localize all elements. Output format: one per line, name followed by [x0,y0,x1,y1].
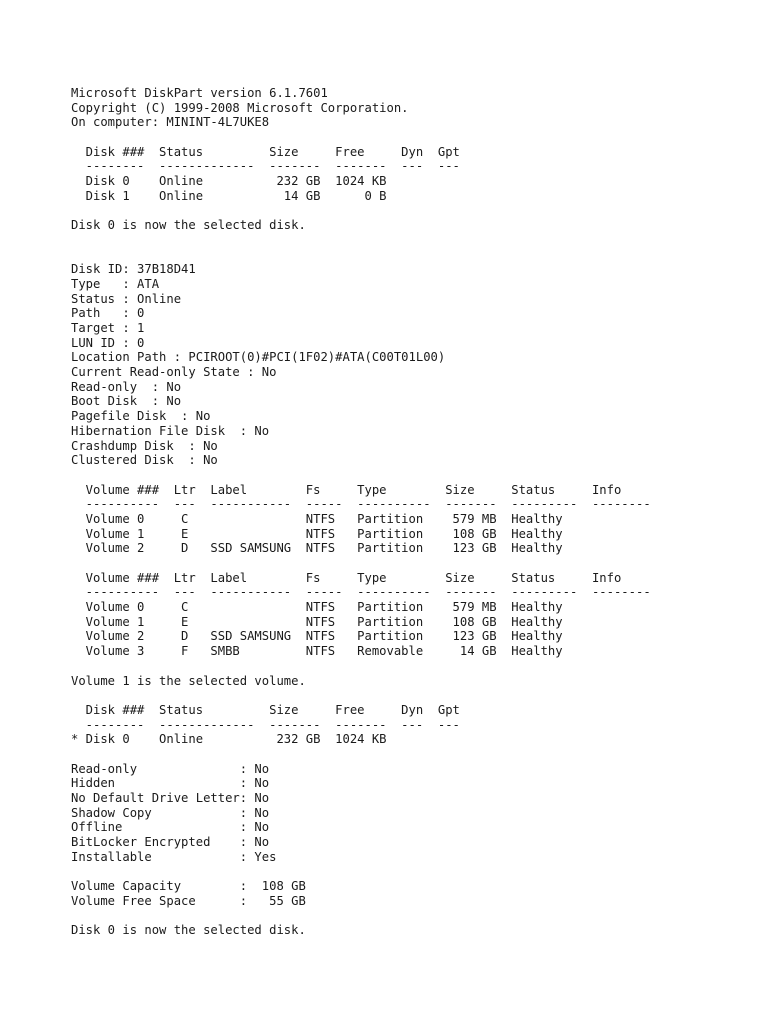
console-line: Read-only : No [71,761,270,776]
console-line: Volume 0 C NTFS Partition 579 MB Healthy [71,511,563,526]
console-line: Volume 1 E NTFS Partition 108 GB Healthy [71,614,563,629]
console-line: Volume 0 C NTFS Partition 579 MB Healthy [71,600,563,615]
console-line: Volume 2 D SSD SAMSUNG NTFS Partition 123 GB Healthy [71,629,563,644]
console-line: Volume 3 F SMBB NTFS Removable 14 GB Healthy [71,644,563,659]
console-line: Disk 1 Online 14 GB 0 B [71,188,387,203]
console-line: -------- ------------- ------- ------- --- --- [71,717,460,732]
console-line: Pagefile Disk : No [71,409,211,424]
console-line: Volume Capacity : 108 GB [71,879,306,894]
console-line: Offline : No [71,820,270,835]
console-line [71,233,651,248]
console-line: Target : 1 [71,321,145,335]
console-line [71,204,651,219]
console-line: No Default Drive Letter: No [71,791,270,805]
console-line: Volume 1 is the selected volume. [71,673,306,688]
console-line: Path : 0 [71,306,145,321]
console-line: Disk 0 is now the selected disk. [71,923,306,938]
console-line: LUN ID : 0 [71,335,145,350]
console-line: Boot Disk : No [71,394,182,409]
console-line: ---------- --- ----------- ----- ---------- ------- --------- -------- [71,585,651,600]
console-line: Location Path : PCIROOT(0)#PCI(1F02)#ATA(C00T01L00) [71,350,446,365]
console-line [71,659,651,674]
console-line: Disk ### Status Size Free Dyn Gpt [71,702,460,717]
console-line [71,747,651,762]
console-line: Volume 1 E NTFS Partition 108 GB Healthy [71,526,563,541]
console-line: Clustered Disk : No [71,453,218,468]
console-line [71,248,651,263]
console-line: Status : Online [71,291,182,306]
console-line: Volume Free Space : 55 GB [71,893,306,908]
console-line [71,688,651,703]
console-line: Shadow Copy : No [71,805,270,820]
console-output [71,86,651,938]
console-line: Copyright (C) 1999-2008 Microsoft Corporation. [71,100,409,115]
console-line: BitLocker Encrypted : No [71,835,270,850]
console-line: Volume ### Ltr Label Fs Type Size Status Info [71,570,622,585]
console-line [71,468,651,483]
console-line: ---------- --- ----------- ----- ---------- ------- --------- -------- [71,497,651,512]
console-line: Disk ID: 37B18D41 [71,262,196,277]
console-line [71,130,651,145]
console-line: Hidden : No [71,776,270,791]
console-line: On computer: MININT-4L7UKE8 [71,115,270,130]
console-line: -------- ------------- ------- ------- --- --- [71,159,460,174]
console-line [71,556,651,571]
console-line: Volume ### Ltr Label Fs Type Size Status Info [71,482,622,497]
console-line: Disk ### Status Size Free Dyn Gpt [71,144,460,159]
console-line: Microsoft DiskPart version 6.1.7601 [71,86,328,100]
console-line: Type : ATA [71,276,160,291]
console-line: Disk 0 is now the selected disk. [71,218,306,233]
console-line: Current Read-only State : No [71,365,277,380]
console-line: Hibernation File Disk : No [71,423,270,438]
console-line: Read-only : No [71,379,182,394]
console-line [71,909,651,924]
console-line: * Disk 0 Online 232 GB 1024 KB [71,732,387,747]
console-line: Disk 0 Online 232 GB 1024 KB [71,174,387,189]
console-line: Installable : Yes [71,849,277,864]
console-line: Crashdump Disk : No [71,438,218,453]
console-line: Volume 2 D SSD SAMSUNG NTFS Partition 123 GB Healthy [71,541,563,556]
console-line [71,864,651,879]
